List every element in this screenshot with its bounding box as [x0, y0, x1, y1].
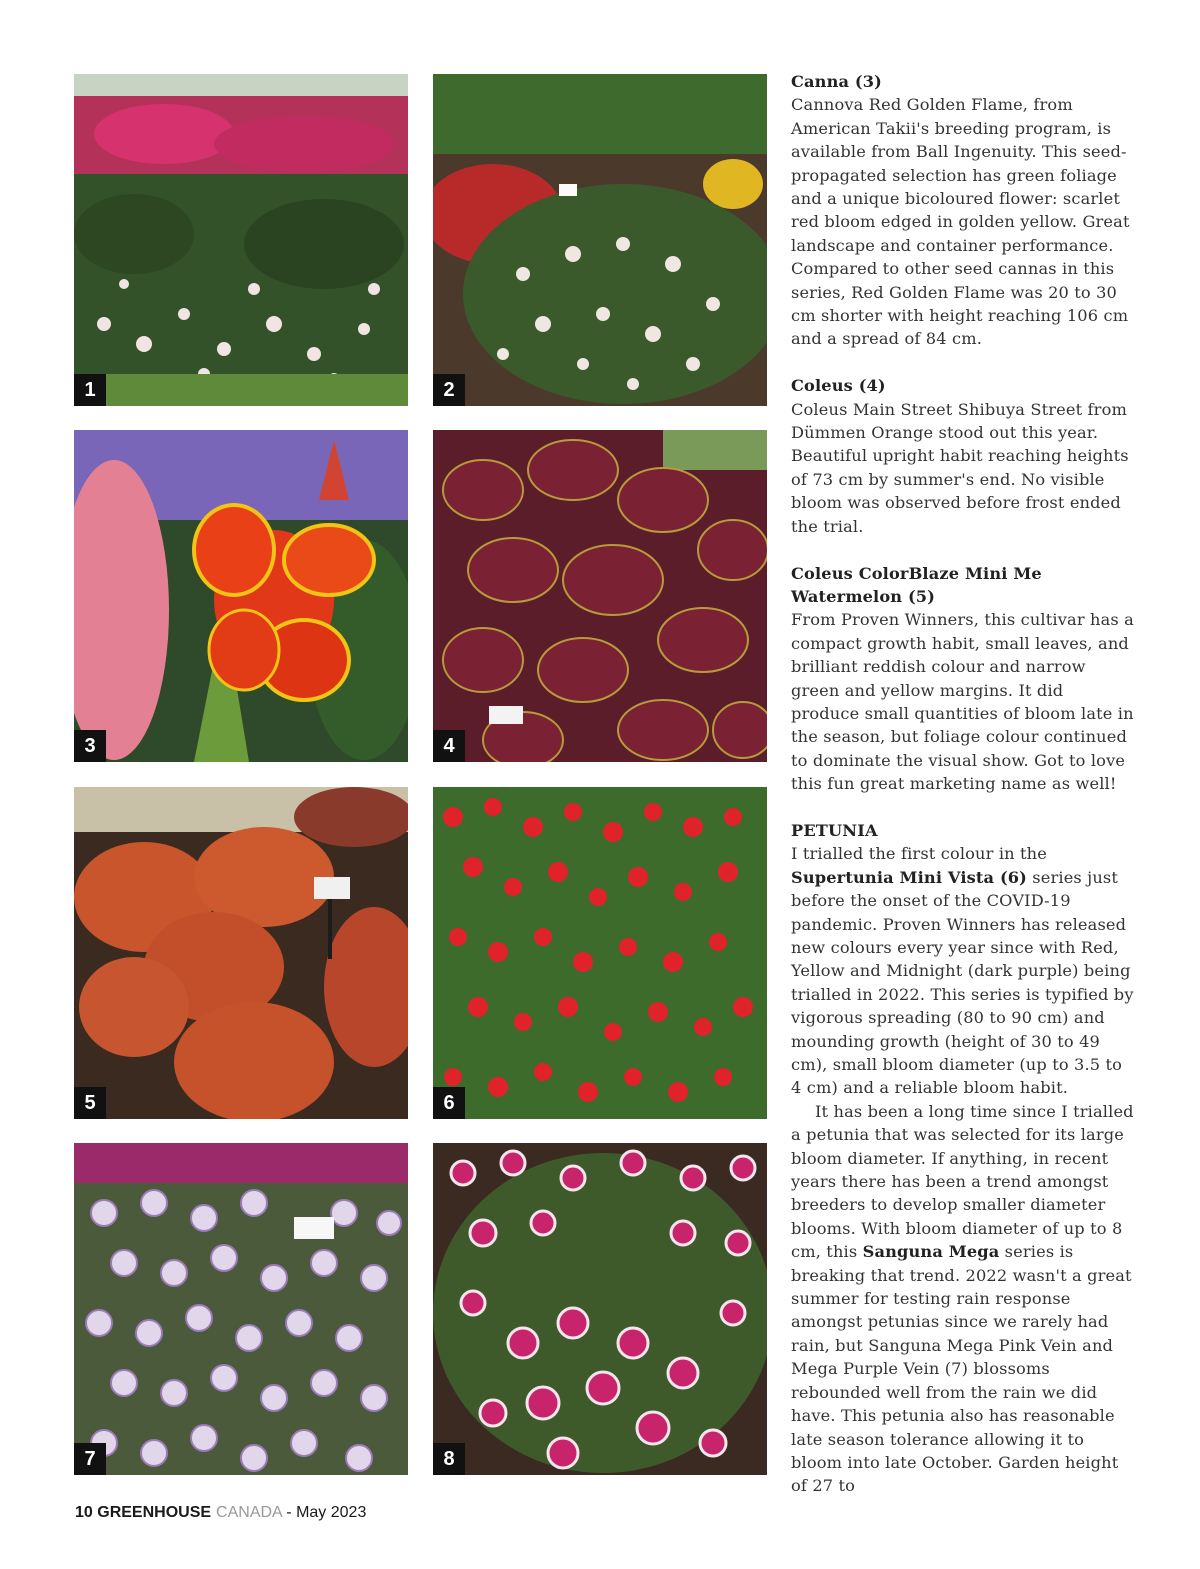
coleus-foliage-image	[433, 430, 767, 762]
section-heading-canna: Canna (3)	[791, 72, 882, 91]
begonia-bed-image	[74, 74, 408, 406]
photo-6	[433, 787, 767, 1119]
section-body-petunia-2	[791, 1100, 1136, 1498]
section-heading-colorblaze: Coleus ColorBlaze Mini Me Watermelon (5)	[791, 563, 1042, 606]
photo-2	[433, 74, 767, 406]
section-body-canna: Cannova Red Golden Flame, from American Takii's breeding program, is available from Ball Ingenuity. This seed-propagated selection has green foliage and a unique bicoloured flower: scarlet red bloom edged in golden yellow. Great landscape and container performance. Compared to other seed cannas in this series, Red Golden Flame was 20 to 30 cm shorter with height reaching 106 cm and a spread of 84 cm.	[791, 95, 1130, 349]
purple-vein-petunia-image	[74, 1143, 408, 1475]
photo-number-badge: 3	[74, 730, 106, 762]
page-footer	[75, 1504, 366, 1522]
magazine-name-bold: GREENHOUSE	[97, 1504, 212, 1521]
photo-number-badge: 8	[433, 1443, 465, 1475]
photo-number-badge: 6	[433, 1087, 465, 1119]
photo-number-badge: 2	[433, 374, 465, 406]
magazine-name-light: CANADA	[216, 1504, 282, 1521]
petunia-p2-after: series is breaking that trend. 2022 wasn't a great summer for testing rain response amongst petunias since we rarely had rain, but Sanguna Mega Pink Vein and Mega Purple Vein (7) blossoms rebounded well from the rain we did have. This petunia also has reasonable late season tolerance allowing it to bloom into late October. Garden height of 27 to	[791, 1242, 1132, 1496]
photo-3	[74, 430, 408, 762]
section-body-coleus: Coleus Main Street Shibuya Street from Dümmen Orange stood out this year. Beautiful upright habit reaching heights of 73 cm by summer's end. No visible bloom was observed before frost ended the trial.	[791, 399, 1129, 536]
photo-4	[433, 430, 767, 762]
page-number: 10	[75, 1504, 93, 1521]
pink-star-petunia-image	[433, 1143, 767, 1475]
section-heading-coleus: Coleus (4)	[791, 376, 886, 396]
petunia-p1-before: I trialled the first colour in the	[791, 844, 1047, 864]
section-heading-petunia: PETUNIA	[791, 820, 878, 840]
photo-7	[74, 1143, 408, 1475]
coleus-mounds-image	[74, 787, 408, 1119]
canna-flower-image	[74, 430, 408, 762]
petunia-p2-bold: Sanguna Mega	[862, 1242, 1000, 1262]
begonia-mound-image	[433, 74, 767, 406]
photo-number-badge: 1	[74, 374, 106, 406]
section-body-colorblaze: From Proven Winners, this cultivar has a compact growth habit, small leaves, and brilliant reddish colour and narrow green and yellow margins. It did produce small quantities of bloom late in the season, but foliage colour continued to dominate the visual show. Got to love this fun great marketing name as well!	[791, 610, 1134, 794]
petunia-p2-before: It has been a long time since I trialled a petunia that was selected for its large bloom diameter. If anything, in recent years there has been a trend amongst breeders to develop smaller diameter blooms. With bloom diameter of up to 8 cm, this	[791, 1101, 1134, 1262]
photo-1	[74, 74, 408, 406]
photo-number-badge: 4	[433, 730, 465, 762]
photo-5	[74, 787, 408, 1119]
article-text-column	[791, 70, 1136, 1498]
petunia-p1-after: series just before the onset of the COVID-19 pandemic. Proven Winners has released new colours every year since with Red, Yellow and Midnight (dark purple) being trialled in 2022. This series is typified by vigorous spreading (80 to 90 cm) and mounding growth (height of 30 to 49 cm), small bloom diameter (up to 3.5 to 4 cm) and a reliable bloom habit.	[791, 867, 1134, 1098]
photo-number-badge: 5	[74, 1087, 106, 1119]
photo-number-badge: 7	[74, 1443, 106, 1475]
petunia-p1-bold: Supertunia Mini Vista (6)	[791, 867, 1027, 887]
section-body-petunia-1	[791, 842, 1136, 1099]
red-petunia-image	[433, 787, 767, 1119]
photo-8	[433, 1143, 767, 1475]
issue-date: - May 2023	[286, 1504, 367, 1521]
